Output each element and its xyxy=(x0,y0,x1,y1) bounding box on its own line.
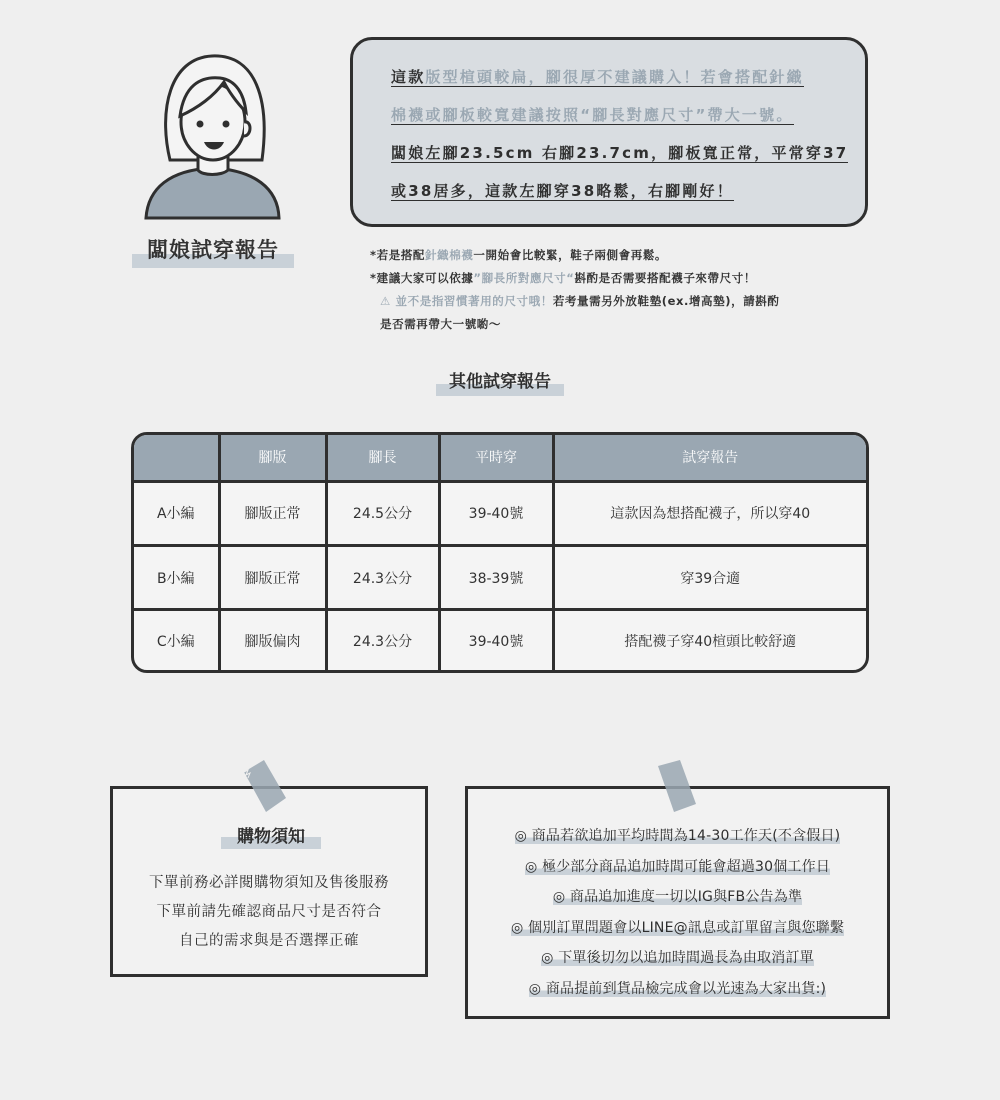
table-header-cell xyxy=(134,435,219,481)
warning-icon-text: ⚠ 並不是指習慣著用的尺寸哦！ xyxy=(380,294,553,308)
notice-line: ◎ 商品追加進度一切以IG與FB公告為準 xyxy=(552,889,803,905)
table-cell: B小編 xyxy=(134,545,219,609)
note-2: *建議大家可以依據”腳長所對應尺寸“斟酌是否需要搭配襪子來帶尺寸！ xyxy=(370,271,756,285)
purchase-lines xyxy=(113,869,425,956)
note-4: 是否需再帶大一號喲～ xyxy=(380,317,501,331)
avatar-title: 闆娘試穿報告 xyxy=(132,232,294,268)
table-cell: 39-40號 xyxy=(439,481,553,545)
table-cell: 搭配襪子穿40楦頭比較舒適 xyxy=(624,633,797,650)
table-header-cell: 腳版 xyxy=(219,435,326,481)
table-cell: 腳版正常 xyxy=(219,481,326,545)
notice-lines xyxy=(468,821,887,1004)
table-header-row xyxy=(134,435,866,481)
tape-decoration xyxy=(654,758,700,814)
table-cell: 這款因為想搭配襪子，所以穿40 xyxy=(553,481,866,545)
table-cell: 24.3公分 xyxy=(326,545,439,609)
fitting-report-table xyxy=(131,432,869,673)
table-cell: A小編 xyxy=(134,481,219,545)
table-header-cell: 腳長 xyxy=(326,435,439,481)
notice-line: ◎ 商品若欲追加平均時間為14-30工作天(不含假日) xyxy=(514,828,841,844)
bubble-line-1: 這款版型楦頭較扁，腳很厚不建議購入！若會搭配針織 xyxy=(391,68,804,86)
notice-line: ◎ 極少部分商品追加時間可能會超過30個工作日 xyxy=(524,858,831,875)
tape-decoration xyxy=(242,758,288,814)
owner-review-bubble xyxy=(350,37,868,227)
table-header-cell: 平時穿 xyxy=(439,435,553,481)
table-row xyxy=(134,610,866,670)
notice-line: ◎ 商品提前到貨品檢完成會以光速為大家出貨:) xyxy=(528,980,827,997)
table-cell: C小編 xyxy=(134,610,219,670)
woman-avatar-illustration xyxy=(140,50,285,220)
table-cell: 腳版偏肉 xyxy=(219,610,326,670)
bubble-line-2: 棉襪或腳板較寬建議按照“腳長對應尺寸”帶大一號。 xyxy=(391,106,794,124)
purchase-line: 下單前請先確認商品尺寸是否符合 xyxy=(156,904,382,920)
bubble-line-4: 或38居多，這款左腳穿38略鬆，右腳剛好！ xyxy=(391,182,734,200)
purchase-line: 下單前務必詳閱購物須知及售後服務 xyxy=(149,875,389,891)
fitting-notes xyxy=(370,244,860,336)
purchase-title: 購物須知 xyxy=(221,823,321,851)
purchase-line: 自己的需求與是否選擇正確 xyxy=(179,933,359,949)
table-cell: 24.5公分 xyxy=(326,481,439,545)
notice-line: ◎ 下單後切勿以追加時間過長為由取消訂單 xyxy=(541,950,814,966)
note-3: ⚠ 並不是指習慣著用的尺寸哦！若考量需另外放鞋墊(ex.增高墊)，請斟酌 xyxy=(380,294,780,308)
other-reports-heading: 其他試穿報告 xyxy=(436,368,564,396)
note-1: *若是搭配針織棉襪一開始會比較緊，鞋子兩側會再鬆。 xyxy=(370,248,668,262)
table-cell: 39-40號 xyxy=(439,610,553,670)
shipping-notice-box xyxy=(465,786,890,1019)
table-cell: 腳版正常 xyxy=(219,545,326,609)
table-cell: 38-39號 xyxy=(439,545,553,609)
table-row xyxy=(134,545,866,609)
purchase-notice-box xyxy=(110,786,428,977)
table-header-cell: 試穿報告 xyxy=(553,435,866,481)
table-cell: 穿39合適 xyxy=(553,545,866,609)
table-row xyxy=(134,481,866,545)
table-cell: 24.3公分 xyxy=(326,610,439,670)
bubble-line-3: 闆娘左腳23.5cm 右腳23.7cm，腳板寬正常，平常穿37 xyxy=(391,144,849,162)
notice-line: ◎ 個別訂單問題會以LINE@訊息或訂單留言與您聯繫 xyxy=(510,919,845,936)
